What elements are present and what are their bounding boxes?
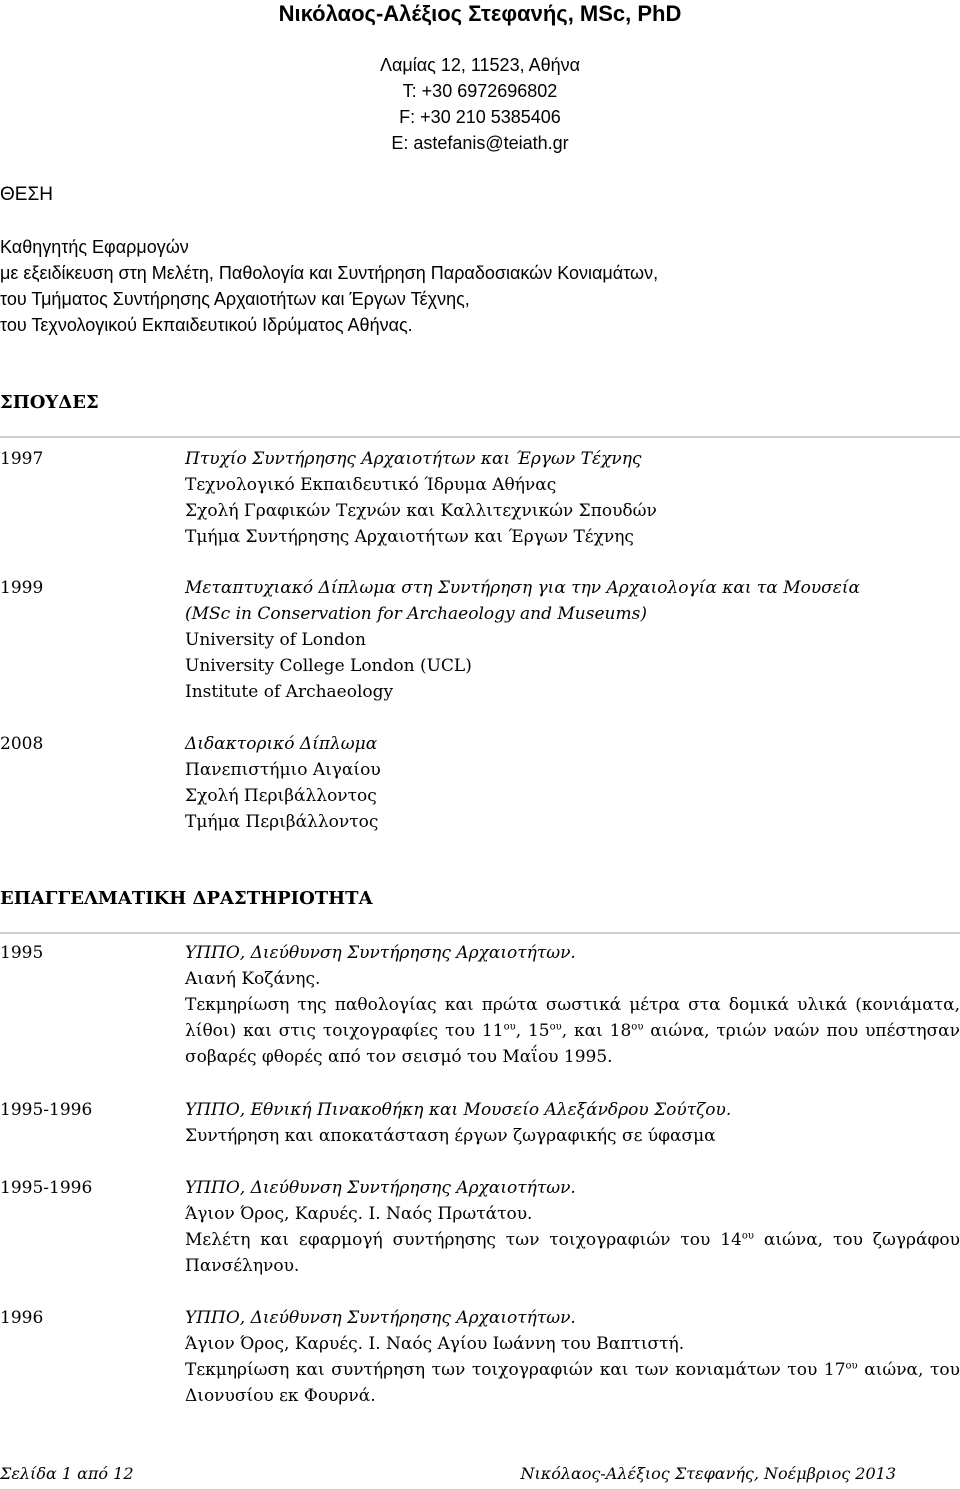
study-year: 1999 [0, 578, 44, 598]
job-title: ΥΠΠΟ, Διεύθυνση Συντήρησης Αρχαιοτήτων. [185, 1178, 576, 1198]
job-description: Τεκμηρίωση της παθολογίας και πρώτα σωστικά μέτρα στα δομικά υλικά (κονιάματα, λίθοι) και στις τοιχογραφίες του $11^{o\upsilon}$, $15^{o\upsilon}$, και $18^{o\upsilon}$ αιώνα, τριών ναών που υπέστησαν σοβαρές φθορές από τον σεισμό του Μαΐου 1995. [185, 995, 960, 1067]
study-line: Σχολή Περιβάλλοντος [185, 786, 377, 806]
job-description: Μελέτη και εφαρμογή συντήρησης των τοιχογραφιών του $14^{o\upsilon}$ αιώνα, του ζωγράφου Πανσέληνου. [185, 1230, 960, 1276]
job-description: Συντήρηση και αποκατάσταση έργων ζωγραφικής σε ύφασμα [185, 1126, 716, 1146]
job-title: ΥΠΠΟ, Εθνική Πινακοθήκη και Μουσείο Αλεξάνδρου Σούτζου. [185, 1100, 732, 1120]
job-year: 1996 [0, 1308, 44, 1328]
email: E: astefanis@teiath.gr [391, 133, 569, 153]
footer-author-date: Νικόλαος-Αλέξιος Στεφανής, Νοέμβριος 2013 [520, 1464, 896, 1483]
study-line: Τμήμα Περιβάλλοντος [185, 812, 379, 832]
phone: T: +30 6972696802 [402, 81, 558, 101]
position-line: του Τεχνολογικού Εκπαιδευτικού Ιδρύματος Αθήνας. [0, 315, 413, 335]
position-heading: ΘΕΣΗ [0, 184, 53, 205]
job-title: ΥΠΠΟ, Διεύθυνση Συντήρησης Αρχαιοτήτων. [185, 943, 576, 963]
study-line: Σχολή Γραφικών Τεχνών και Καλλιτεχνικών Σπουδών [185, 501, 657, 521]
job-location: Άγιον Όρος, Καρυές. Ι. Ναός Αγίου Ιωάννη του Βαπτιστή. [185, 1334, 685, 1354]
job-year: 1995-1996 [0, 1100, 93, 1120]
job-location: Άγιον Όρος, Καρυές. Ι. Ναός Πρωτάτου. [185, 1204, 533, 1224]
position-line: με εξειδίκευση στη Μελέτη, Παθολογία και Συντήρηση Παραδοσιακών Κονιαμάτων, [0, 263, 659, 283]
job-description: Τεκμηρίωση και συντήρηση των τοιχογραφιών και των κονιαμάτων του $17^{o\upsilon}$ αιώνα, του Διονυσίου εκ Φουρνά. [185, 1360, 960, 1406]
job-year: 1995 [0, 943, 44, 963]
study-year: 1997 [0, 449, 44, 469]
study-line: Institute of Archaeology [185, 682, 394, 702]
document-title: Νικόλαος-Αλέξιος Στεφανής, MSc, PhD [278, 1, 682, 26]
study-line: University of London [185, 630, 366, 650]
study-year: 2008 [0, 734, 44, 754]
job-year: 1995-1996 [0, 1178, 93, 1198]
study-title: Διδακτορικό Δίπλωμα [185, 734, 378, 754]
section-divider [0, 436, 960, 438]
professional-heading: ΕΠΑΓΓΕΛΜΑΤΙΚΗ ΔΡΑΣΤΗΡΙΟΤΗΤΑ [0, 888, 373, 909]
study-subtitle: (MSc in Conservation for Archaeology and Museums) [185, 604, 647, 624]
study-line: Πανεπιστήμιο Αιγαίου [185, 760, 381, 780]
fax: F: +30 210 5385406 [399, 107, 561, 127]
study-title: Μεταπτυχιακό Δίπλωμα στη Συντήρηση για την Αρχαιολογία και τα Μουσεία [185, 578, 861, 598]
study-line: Τεχνολογικό Εκπαιδευτικό Ίδρυμα Αθήνας [185, 475, 557, 495]
job-title: ΥΠΠΟ, Διεύθυνση Συντήρησης Αρχαιοτήτων. [185, 1308, 576, 1328]
address: Λαμίας 12, 11523, Αθήνα [379, 55, 581, 75]
study-line: University College London (UCL) [185, 656, 472, 676]
studies-heading: ΣΠΟΥΔΕΣ [0, 392, 99, 413]
study-line: Τμήμα Συντήρησης Αρχαιοτήτων και Έργων Τέχνης [185, 527, 634, 547]
position-line: Καθηγητής Εφαρμογών [0, 237, 189, 257]
job-location: Αιανή Κοζάνης. [185, 969, 321, 989]
position-line: του Τμήματος Συντήρησης Αρχαιοτήτων και Έργων Τέχνης, [0, 289, 470, 309]
section-divider [0, 932, 960, 934]
study-title: Πτυχίο Συντήρησης Αρχαιοτήτων και Έργων Τέχνης [185, 449, 642, 469]
page-number: Σελίδα 1 από 12 [0, 1464, 134, 1483]
